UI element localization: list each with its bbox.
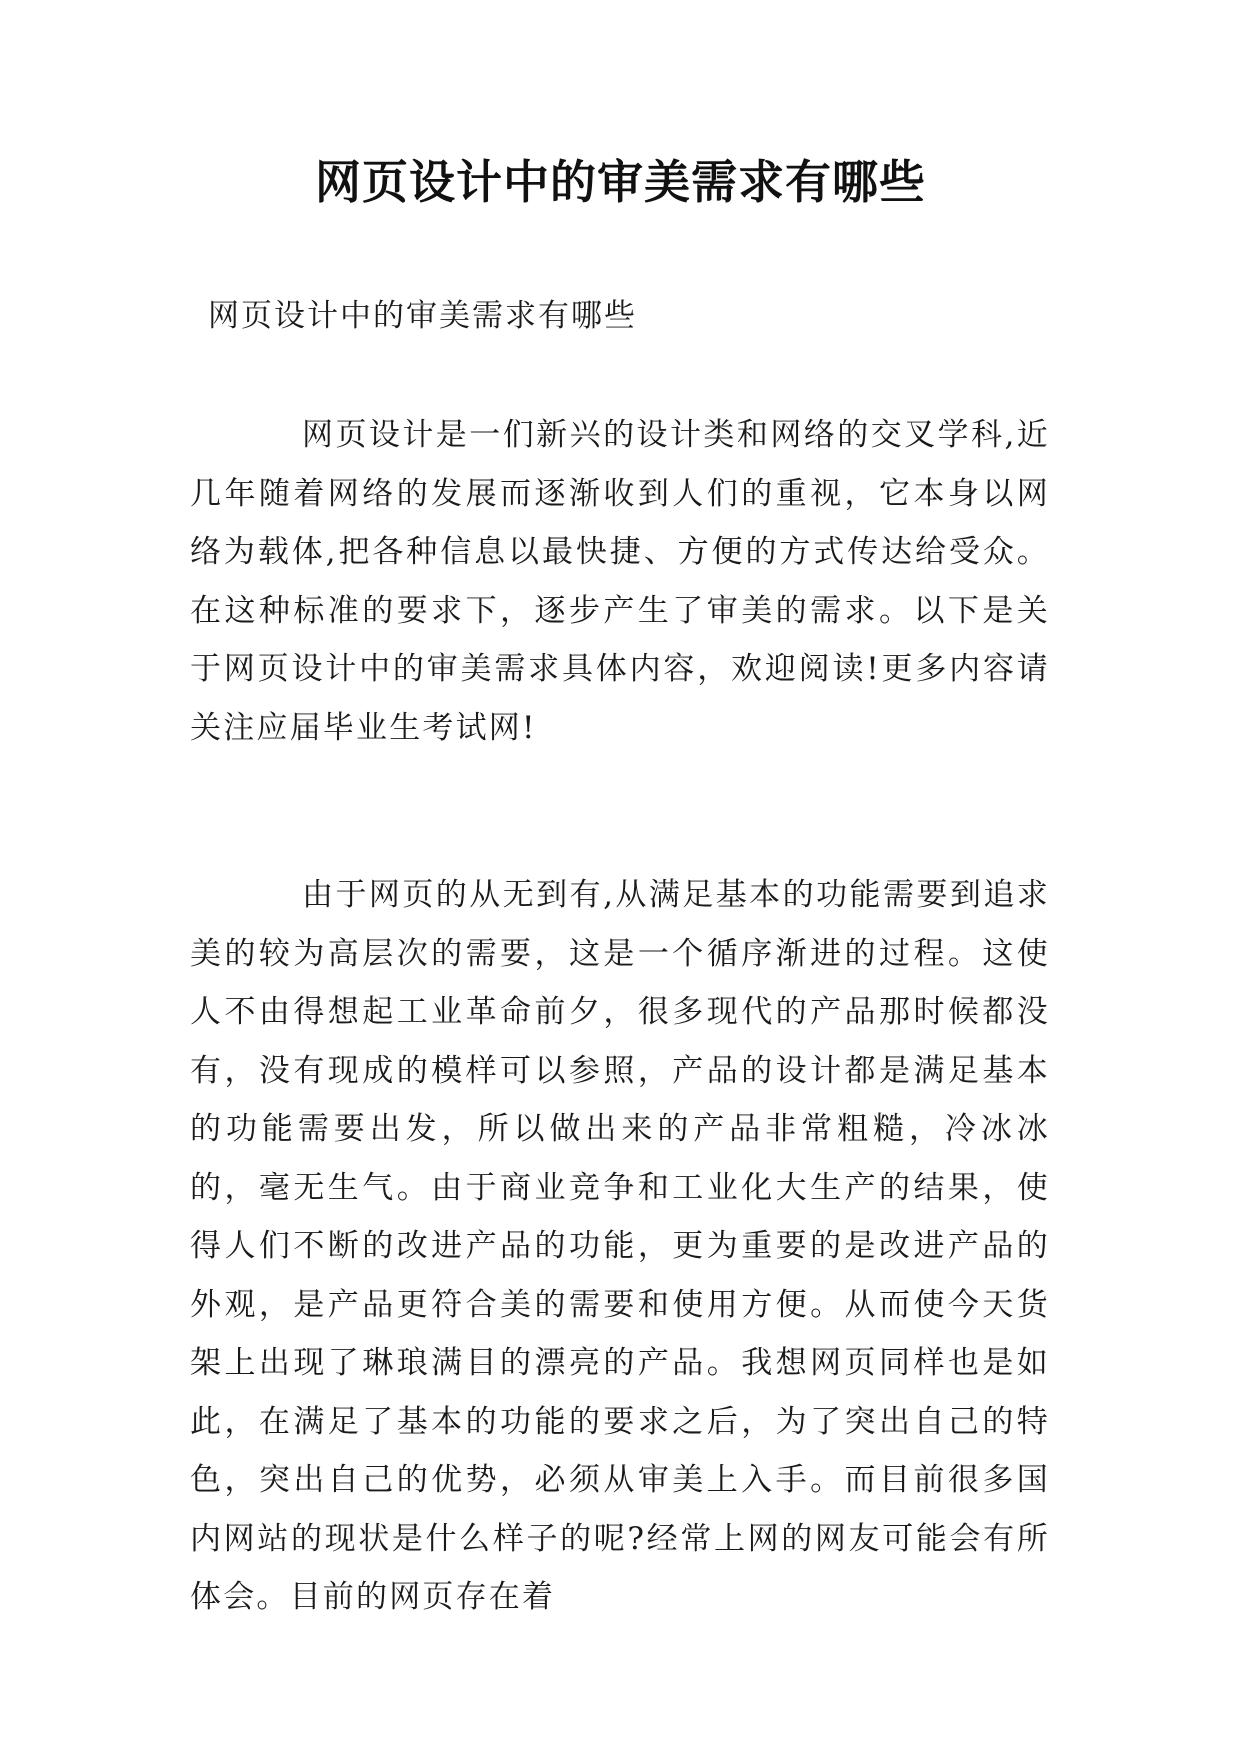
document-title: 网页设计中的审美需求有哪些 (315, 155, 926, 209)
paragraph: 网页设计是一们新兴的设计类和网络的交叉学科,近几年随着网络的发展而逐渐收到人们的重视，它本身以网络为载体,把各种信息以最快捷、方便的方式传达给受众。在这种标准的要求下，逐步产生了审美的需求。以下是关于网页设计中的审美需求具体内容，欢迎阅读!更多内容请关注应届毕业生考试网! (190, 417, 1050, 746)
document-subtitle: 网页设计中的审美需求有哪些 (208, 298, 637, 334)
paragraph: 由于网页的从无到有,从满足基本的功能需要到追求美的较为高层次的需要，这是一个循序渐进的过程。这使人不由得想起工业革命前夕，很多现代的产品那时候都没有，没有现成的模样可以参照，产品的设计都是满足基本的功能需要出发，所以做出来的产品非常粗糙，冷冰冰的，毫无生气。由于商业竞争和工业化大生产的结果，使得人们不断的改进产品的功能，更为重要的是改进产品的外观，是产品更符合美的需要和使用方便。从而使今天货架上出现了琳琅满目的漂亮的产品。我想网页同样也是如此，在满足了基本的功能的要求之后，为了突出自己的特色，突出自己的优势，必须从审美上入手。而目前很多国内网站的现状是什么样子的呢?经常上网的网友可能会有所体会。目前的网页存在着 (190, 877, 1050, 1615)
